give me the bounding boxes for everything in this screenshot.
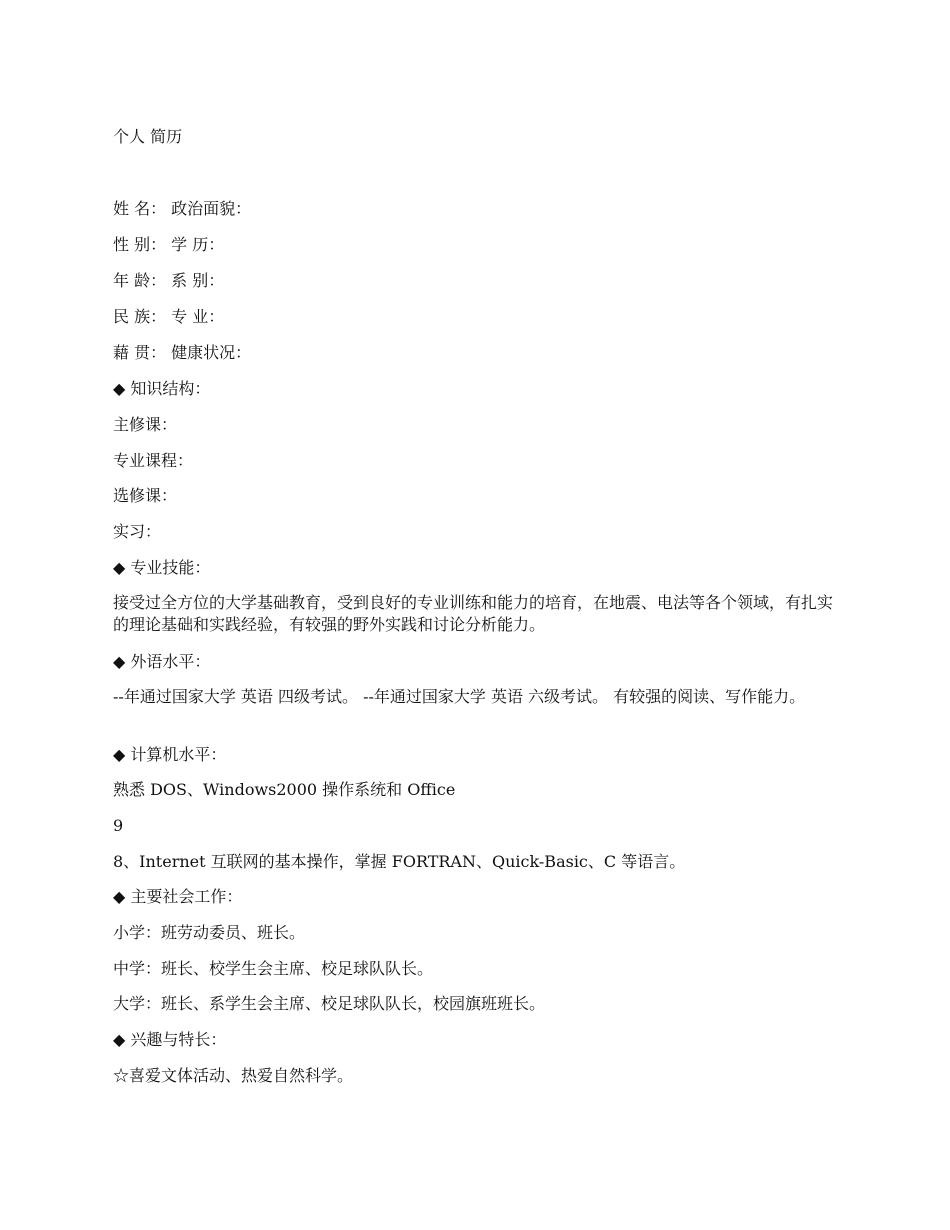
computer-heading: ◆ 计算机水平： bbox=[113, 745, 227, 764]
computer-line-1: 熟悉 DOS、Windows2000 操作系统和 Office bbox=[113, 780, 456, 799]
social-item-middle: 中学：班长、校学生会主席、校足球队队长。 bbox=[113, 959, 434, 978]
field-ethnicity-major: 民 族： 专 业： bbox=[113, 307, 225, 326]
hobbies-text: ☆喜爱文体活动、热爱自然科学。 bbox=[113, 1066, 354, 1085]
social-heading: ◆ 主要社会工作： bbox=[113, 887, 243, 906]
language-paragraph: --年通过国家大学 英语 四级考试。 --年通过国家大学 英语 六级考试。 有较强的阅读、写作能力。 bbox=[113, 687, 806, 706]
knowledge-item-main-courses: 主修课： bbox=[113, 415, 178, 434]
language-heading: ◆ 外语水平： bbox=[113, 652, 211, 671]
field-gender-education: 性 别： 学 历： bbox=[113, 235, 225, 254]
social-item-primary: 小学：班劳动委员、班长。 bbox=[113, 923, 306, 942]
knowledge-item-major-courses: 专业课程： bbox=[113, 451, 194, 470]
skills-heading: ◆ 专业技能： bbox=[113, 558, 211, 577]
knowledge-heading: ◆ 知识结构： bbox=[113, 379, 211, 398]
computer-line-2: 9 bbox=[113, 816, 124, 835]
knowledge-item-internship: 实习： bbox=[113, 522, 162, 541]
page-title: 个人 简历 bbox=[113, 127, 183, 146]
hobbies-heading: ◆ 兴趣与特长： bbox=[113, 1030, 227, 1049]
social-item-university: 大学：班长、系学生会主席、校足球队队长，校园旗班班长。 bbox=[113, 994, 546, 1013]
field-age-department: 年 龄： 系 别： bbox=[113, 271, 225, 290]
skills-paragraph: 接受过全方位的大学基础教育，受到良好的专业训练和能力的培育，在地震、电法等各个领域，有扎实的理论基础和实践经验，有较强的野外实践和讨论分析能力。 bbox=[113, 593, 834, 634]
computer-line-3: 8、Internet 互联网的基本操作，掌握 FORTRAN、Quick-Basic、C 等语言。 bbox=[113, 852, 686, 871]
knowledge-item-electives: 选修课： bbox=[113, 486, 178, 505]
field-hometown-health: 藉 贯： 健康状况： bbox=[113, 343, 252, 362]
field-name-politics: 姓 名： 政治面貌： bbox=[113, 199, 252, 218]
